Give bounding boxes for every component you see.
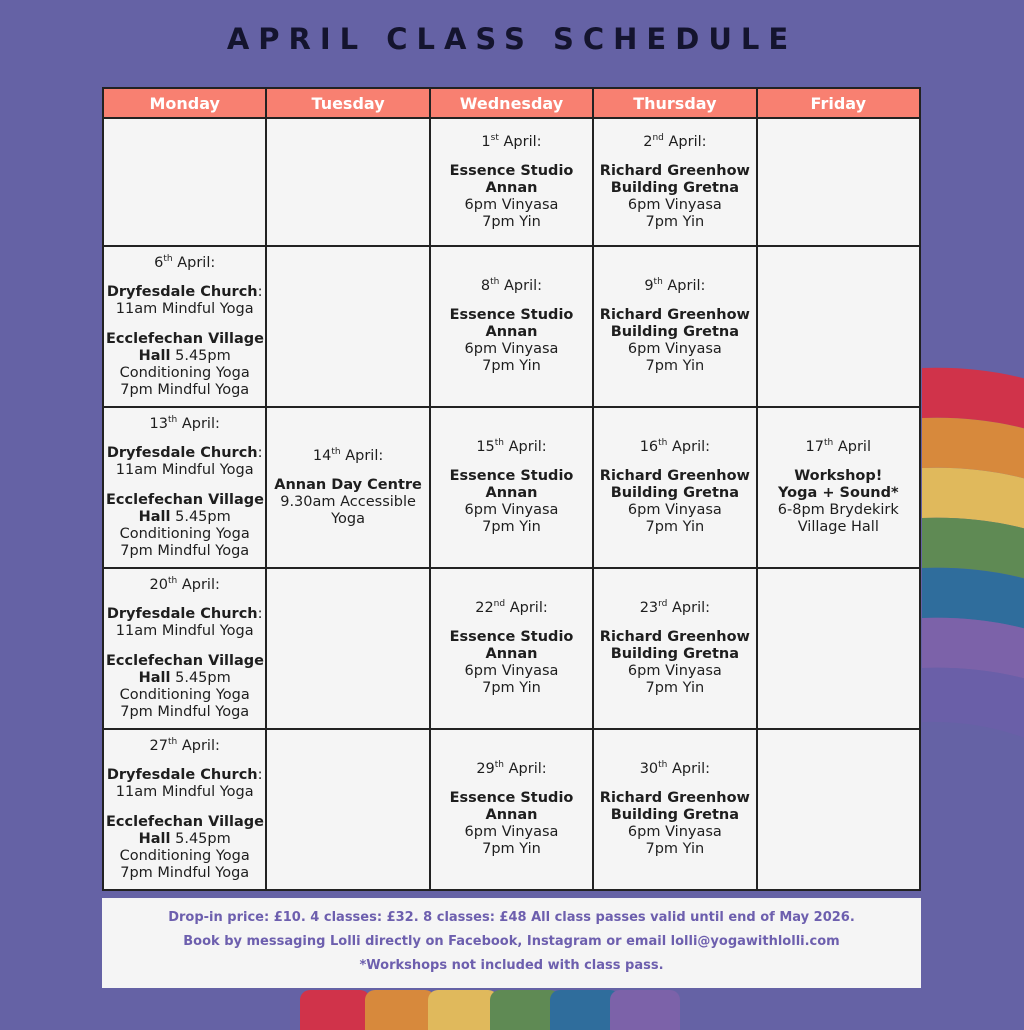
location-name: Annan — [485, 324, 538, 340]
day-number: 1 — [481, 133, 491, 150]
location-name: Dryfesdale Church — [106, 283, 258, 300]
class-time: 11am Mindful Yoga — [115, 783, 254, 800]
class-time: 5.45pm — [170, 830, 231, 847]
class-name: Conditioning Yoga — [119, 686, 250, 703]
month-label: April: — [504, 439, 547, 455]
location-name: Essence Studio — [449, 468, 574, 484]
ordinal-suffix: th — [494, 760, 504, 771]
location-colon: : — [257, 444, 263, 461]
location-name: Ecclefechan Village — [106, 330, 264, 347]
location-line — [106, 670, 263, 687]
location-name: Essence Studio — [449, 790, 574, 806]
week-row — [103, 568, 920, 729]
class-time: 6pm Vinyasa — [627, 502, 722, 518]
spacer — [106, 318, 263, 331]
ordinal-suffix: th — [331, 446, 341, 457]
location-line — [106, 606, 263, 623]
date-label — [106, 577, 263, 594]
empty-cell — [266, 729, 429, 890]
month-label: April: — [662, 278, 706, 294]
spacer — [106, 801, 263, 814]
schedule-cell — [103, 246, 266, 407]
schedule-cell — [430, 246, 593, 407]
class-time: 5.45pm — [170, 347, 231, 364]
location-name: Essence Studio — [449, 629, 574, 645]
class-time: 6pm Vinyasa — [627, 663, 722, 679]
date-label — [596, 134, 753, 151]
class-time: 6pm Vinyasa — [464, 196, 559, 213]
schedule-cell — [430, 407, 593, 568]
location-line — [106, 445, 263, 462]
class-time: 7pm Yin — [645, 680, 705, 696]
location-name: Building Gretna — [610, 807, 740, 823]
spacer — [106, 640, 263, 653]
location-name: Hall — [138, 347, 171, 364]
location-line — [106, 509, 263, 526]
class-time: 6pm Vinyasa — [464, 502, 559, 518]
class-time: 6pm Vinyasa — [464, 663, 559, 679]
page-title: APRIL CLASS SCHEDULE — [226, 22, 798, 56]
schedule-cell — [593, 407, 756, 568]
week-row — [103, 407, 920, 568]
class-time: 11am Mindful Yoga — [115, 300, 254, 317]
week-row — [103, 118, 920, 246]
day-number: 16 — [639, 439, 659, 455]
day-number: 29 — [476, 761, 495, 777]
schedule-cell — [103, 407, 266, 568]
date-label — [106, 255, 263, 272]
location-name: Richard Greenhow — [599, 790, 750, 806]
empty-cell — [757, 246, 920, 407]
day-number: 6 — [154, 254, 164, 271]
location-name: Building Gretna — [610, 324, 740, 340]
day-number: 30 — [639, 761, 659, 777]
ordinal-suffix: th — [167, 736, 178, 747]
location-name: Hall — [138, 508, 171, 525]
empty-cell — [757, 118, 920, 246]
location-colon: : — [257, 605, 263, 622]
month-label: April: — [499, 278, 543, 294]
location-name: Hall — [138, 830, 171, 847]
date-label — [106, 416, 263, 433]
workshop-note: *Workshops not included with class pass. — [359, 958, 664, 973]
month-label: April: — [172, 254, 216, 271]
schedule-cell — [593, 729, 756, 890]
location-name: Essence Studio — [449, 307, 574, 323]
day-number: 17 — [805, 439, 824, 455]
date-label — [106, 738, 263, 755]
pricing-footer — [102, 898, 921, 988]
location-name: Richard Greenhow — [599, 162, 750, 179]
day-number: 13 — [149, 415, 168, 432]
date-label — [433, 600, 590, 617]
location-line — [106, 348, 263, 365]
day-number: 14 — [312, 447, 332, 464]
empty-cell — [266, 568, 429, 729]
month-label: April — [833, 439, 871, 455]
month-label: April: — [504, 761, 547, 777]
class-time: 6pm Vinyasa — [627, 824, 722, 840]
location-name: Ecclefechan Village — [106, 491, 264, 508]
location-name: Annan — [485, 179, 538, 196]
location-name: Dryfesdale Church — [106, 605, 258, 622]
ordinal-suffix: th — [494, 438, 504, 449]
location-name: Richard Greenhow — [599, 307, 750, 323]
schedule-table — [102, 87, 921, 891]
location-name: Yoga + Sound* — [778, 485, 899, 501]
class-time: Village Hall — [797, 519, 879, 535]
ordinal-suffix: th — [658, 760, 668, 771]
location-name: Dryfesdale Church — [106, 766, 258, 783]
location-name: Richard Greenhow — [599, 629, 750, 645]
month-label: April: — [177, 415, 220, 432]
class-time: 9.30am Accessible — [280, 493, 416, 510]
class-time: 6pm Vinyasa — [627, 341, 722, 357]
day-header-monday: Monday — [103, 88, 266, 118]
location-name: Workshop! — [794, 468, 883, 484]
date-label — [596, 761, 753, 778]
ordinal-suffix: nd — [652, 132, 664, 143]
ordinal-suffix: th — [167, 575, 178, 586]
class-time: 11am Mindful Yoga — [115, 622, 254, 639]
week-row — [103, 246, 920, 407]
month-label: April: — [663, 133, 707, 150]
class-time: 7pm Mindful Yoga — [120, 703, 250, 720]
class-time: 7pm Yin — [482, 680, 541, 696]
class-time: 7pm Yin — [645, 519, 705, 535]
class-time: 6pm Vinyasa — [464, 341, 559, 357]
day-header-thursday: Thursday — [593, 88, 756, 118]
location-name: Richard Greenhow — [599, 468, 750, 484]
class-time: 7pm Yin — [482, 358, 541, 374]
class-time: 7pm Mindful Yoga — [120, 542, 250, 559]
location-name: Annan — [485, 646, 538, 662]
month-label: April: — [498, 133, 542, 150]
schedule-cell — [430, 118, 593, 246]
schedule-cell — [430, 729, 593, 890]
class-name: Yoga — [331, 510, 366, 527]
price-info: Drop-in price: £10. 4 classes: £32. 8 classes: £48 All class passes valid until end of May 2026. — [168, 910, 855, 925]
month-label: April: — [340, 447, 384, 464]
class-time: 7pm Yin — [645, 841, 705, 857]
location-colon: : — [257, 283, 263, 300]
day-number: 27 — [149, 737, 168, 754]
location-name: Annan Day Centre — [274, 476, 422, 493]
location-colon: : — [257, 766, 263, 783]
location-name: Building Gretna — [610, 179, 740, 196]
schedule-cell — [593, 568, 756, 729]
class-time: 5.45pm — [170, 669, 231, 686]
day-number: 20 — [149, 576, 168, 593]
class-name: Conditioning Yoga — [119, 525, 250, 542]
rainbow-stripe — [300, 990, 370, 1030]
spacer — [106, 479, 263, 492]
month-label: April: — [667, 439, 711, 455]
day-number: 15 — [476, 439, 495, 455]
location-name: Building Gretna — [610, 485, 740, 501]
class-time: 7pm Yin — [482, 841, 541, 857]
class-time: 6pm Vinyasa — [627, 196, 722, 213]
class-name: Conditioning Yoga — [119, 364, 250, 381]
empty-cell — [103, 118, 266, 246]
location-line — [106, 767, 263, 784]
month-label: April: — [505, 600, 548, 616]
class-time: 7pm Yin — [482, 519, 541, 535]
empty-cell — [757, 729, 920, 890]
ordinal-suffix: nd — [493, 599, 506, 610]
class-name: Conditioning Yoga — [119, 847, 250, 864]
class-time: 6-8pm Brydekirk — [777, 502, 899, 518]
schedule-cell — [103, 568, 266, 729]
date-label — [760, 439, 917, 456]
ordinal-suffix: th — [163, 253, 173, 264]
ordinal-suffix: th — [658, 438, 668, 449]
rainbow-stripe — [610, 990, 680, 1030]
schedule-cell — [593, 118, 756, 246]
location-line — [106, 284, 263, 301]
day-header-tuesday: Tuesday — [266, 88, 429, 118]
month-label: April: — [177, 737, 220, 754]
month-label: April: — [177, 576, 220, 593]
date-label — [596, 278, 753, 295]
location-name: Building Gretna — [610, 646, 740, 662]
schedule-cell — [103, 729, 266, 890]
class-time: 7pm Mindful Yoga — [120, 381, 250, 398]
ordinal-suffix: th — [490, 277, 500, 288]
day-number: 2 — [643, 133, 653, 150]
ordinal-suffix: th — [167, 414, 178, 425]
month-label: April: — [667, 600, 711, 616]
date-label — [596, 439, 753, 456]
ordinal-suffix: st — [490, 132, 499, 143]
class-time: 7pm Yin — [645, 213, 705, 230]
booking-info: Book by messaging Lolli directly on Facebook, Instagram or email lolli@yogawithlolli.com — [183, 934, 840, 949]
location-name: Annan — [485, 807, 538, 823]
day-header-friday: Friday — [757, 88, 920, 118]
location-name: Ecclefechan Village — [106, 652, 264, 669]
location-line — [106, 831, 263, 848]
date-label — [433, 278, 590, 295]
ordinal-suffix: th — [824, 438, 834, 449]
day-number: 8 — [480, 278, 491, 294]
date-label — [433, 134, 590, 151]
ordinal-suffix: th — [653, 277, 663, 288]
day-number: 23 — [639, 600, 659, 616]
schedule-cell — [593, 246, 756, 407]
rainbow-stripe — [428, 990, 498, 1030]
ordinal-suffix: rd — [658, 599, 668, 610]
day-number: 22 — [475, 600, 494, 616]
location-name: Hall — [138, 669, 171, 686]
class-time: 5.45pm — [170, 508, 231, 525]
header-row — [103, 88, 920, 118]
month-label: April: — [667, 761, 711, 777]
date-label — [433, 761, 590, 778]
date-label — [269, 448, 426, 465]
location-name: Dryfesdale Church — [106, 444, 258, 461]
schedule-cell — [266, 407, 429, 568]
week-row — [103, 729, 920, 890]
class-time: 7pm Yin — [645, 358, 705, 374]
class-time: 11am Mindful Yoga — [115, 461, 254, 478]
location-name: Annan — [485, 485, 538, 501]
rainbow-stripe — [365, 990, 435, 1030]
schedule-cell — [430, 568, 593, 729]
location-name: Essence Studio — [449, 162, 574, 179]
schedule-cell — [757, 407, 920, 568]
date-label — [433, 439, 590, 456]
class-time: 7pm Yin — [482, 213, 541, 230]
empty-cell — [757, 568, 920, 729]
date-label — [596, 600, 753, 617]
class-time: 6pm Vinyasa — [464, 824, 559, 840]
day-header-wednesday: Wednesday — [430, 88, 593, 118]
empty-cell — [266, 246, 429, 407]
location-name: Ecclefechan Village — [106, 813, 264, 830]
empty-cell — [266, 118, 429, 246]
class-time: 7pm Mindful Yoga — [120, 864, 250, 881]
day-number: 9 — [644, 278, 654, 294]
